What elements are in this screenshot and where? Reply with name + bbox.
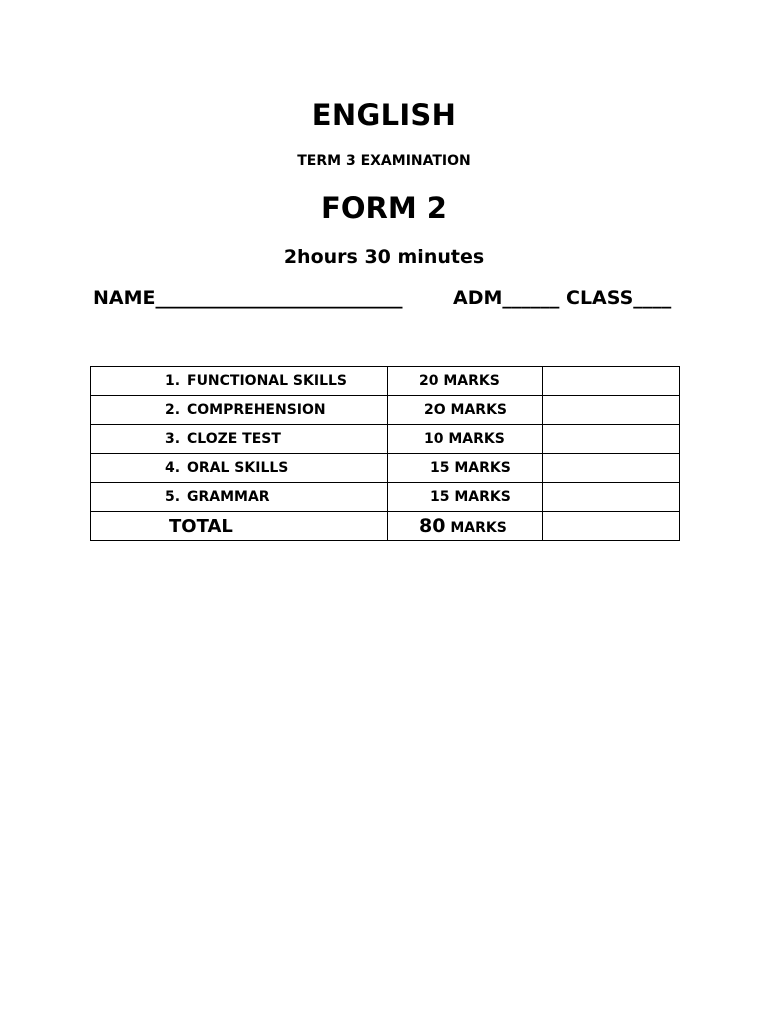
exam-duration: 2hours 30 minutes [283,246,485,268]
table-row [91,367,680,396]
section-marks: 20 MARKS [388,367,543,396]
student-fields [93,287,672,309]
subject-title: ENGLISH [311,98,457,132]
section-marks: 2O MARKS [388,396,543,425]
section-number: 4. [165,460,181,476]
total-unit: MARKS [450,520,507,536]
marks-table [90,366,680,541]
section-name: GRAMMAR [187,489,270,505]
total-score-cell [543,512,680,541]
section-number: 1. [165,373,181,389]
form-level: FORM 2 [321,191,447,225]
section-name: ORAL SKILLS [187,460,289,476]
table-row [91,396,680,425]
name-field: NAME__________________________ [93,287,403,309]
total-value: 80 [419,515,446,537]
score-cell [543,367,680,396]
section-marks: 15 MARKS [388,483,543,512]
section-cell [91,367,388,396]
section-cell [91,483,388,512]
section-name: CLOZE TEST [187,431,281,447]
table-row [91,483,680,512]
section-cell [91,454,388,483]
section-marks: 10 MARKS [388,425,543,454]
section-number: 5. [165,489,181,505]
section-number: 3. [165,431,181,447]
total-label: TOTAL [91,512,388,541]
table-row [91,425,680,454]
section-name: FUNCTIONAL SKILLS [187,373,347,389]
section-number: 2. [165,402,181,418]
score-cell [543,483,680,512]
section-name: COMPREHENSION [187,402,326,418]
section-cell [91,425,388,454]
score-cell [543,454,680,483]
section-marks: 15 MARKS [388,454,543,483]
total-row [91,512,680,541]
adm-class-field: ADM______ CLASS____ [453,287,672,309]
total-marks [388,512,543,541]
score-cell [543,425,680,454]
exam-title: TERM 3 EXAMINATION [297,153,471,169]
section-cell [91,396,388,425]
score-cell [543,396,680,425]
table-row [91,454,680,483]
